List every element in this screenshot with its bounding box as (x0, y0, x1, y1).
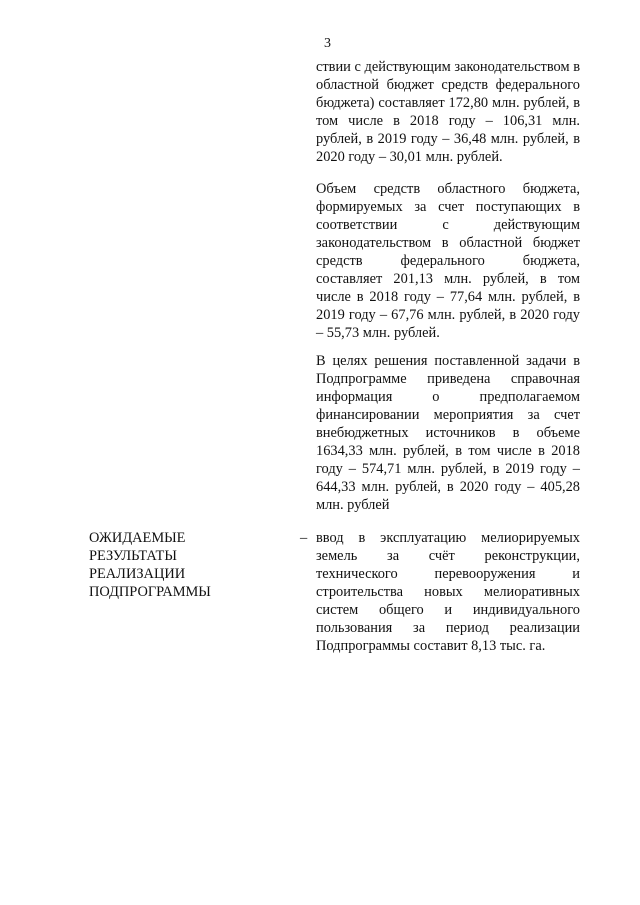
label-line: ОЖИДАЕМЫЕ (89, 530, 186, 546)
label-line: РЕАЛИЗАЦИИ (89, 566, 186, 582)
extrabudgetary-paragraph: В целях решения поставленной задачи в Подпрограмме приведена справочная информация о предполагаемом финансировании мероприятия за счет внебюджетных источников в объеме 1634,33 млн. рублей, в том числе в 2018 году – 574,71 млн. рублей, в 2019 году – 644,33 млн. рублей, в 2020 году – 405,28 млн. рублей (316, 353, 580, 513)
regional-budget-paragraph: Объем средств областного бюджета, формируемых за счет поступающих в соответствии с действующим законодательством в областной бюджет средств федерального бюджета, составляет 201,13 млн. рублей, в том числе в 2018 году – 77,64 млн. рублей, в 2019 году – 67,76 млн. рублей, в 2020 году – 55,73 млн. рублей. (316, 181, 580, 341)
expected-results-text: ввод в эксплуатацию мелиорируемых земель за счёт реконструкции, технического перевооружения и строительства новых мелиоративных систем общего и индивидуального пользования за период реализации Подпрограммы составит 8,13 тыс. га. (316, 530, 580, 654)
label-line: РЕЗУЛЬТАТЫ (89, 548, 177, 564)
page-number: 3 (324, 36, 331, 51)
row-dash: – (300, 530, 308, 546)
federal-funds-paragraph: ствии с действующим законодательством в областной бюджет средств федерального бюджета) составляет 172,80 млн. рублей, в том числе в 2018 году – 106,31 млн. рублей, в 2019 году – 36,48 млн. рублей, в 2020 году – 30,01 млн. рублей. (316, 59, 580, 165)
expected-results-label (89, 529, 269, 601)
financing-section (316, 58, 580, 524)
label-line: ПОДПРОГРАММЫ (89, 584, 211, 600)
